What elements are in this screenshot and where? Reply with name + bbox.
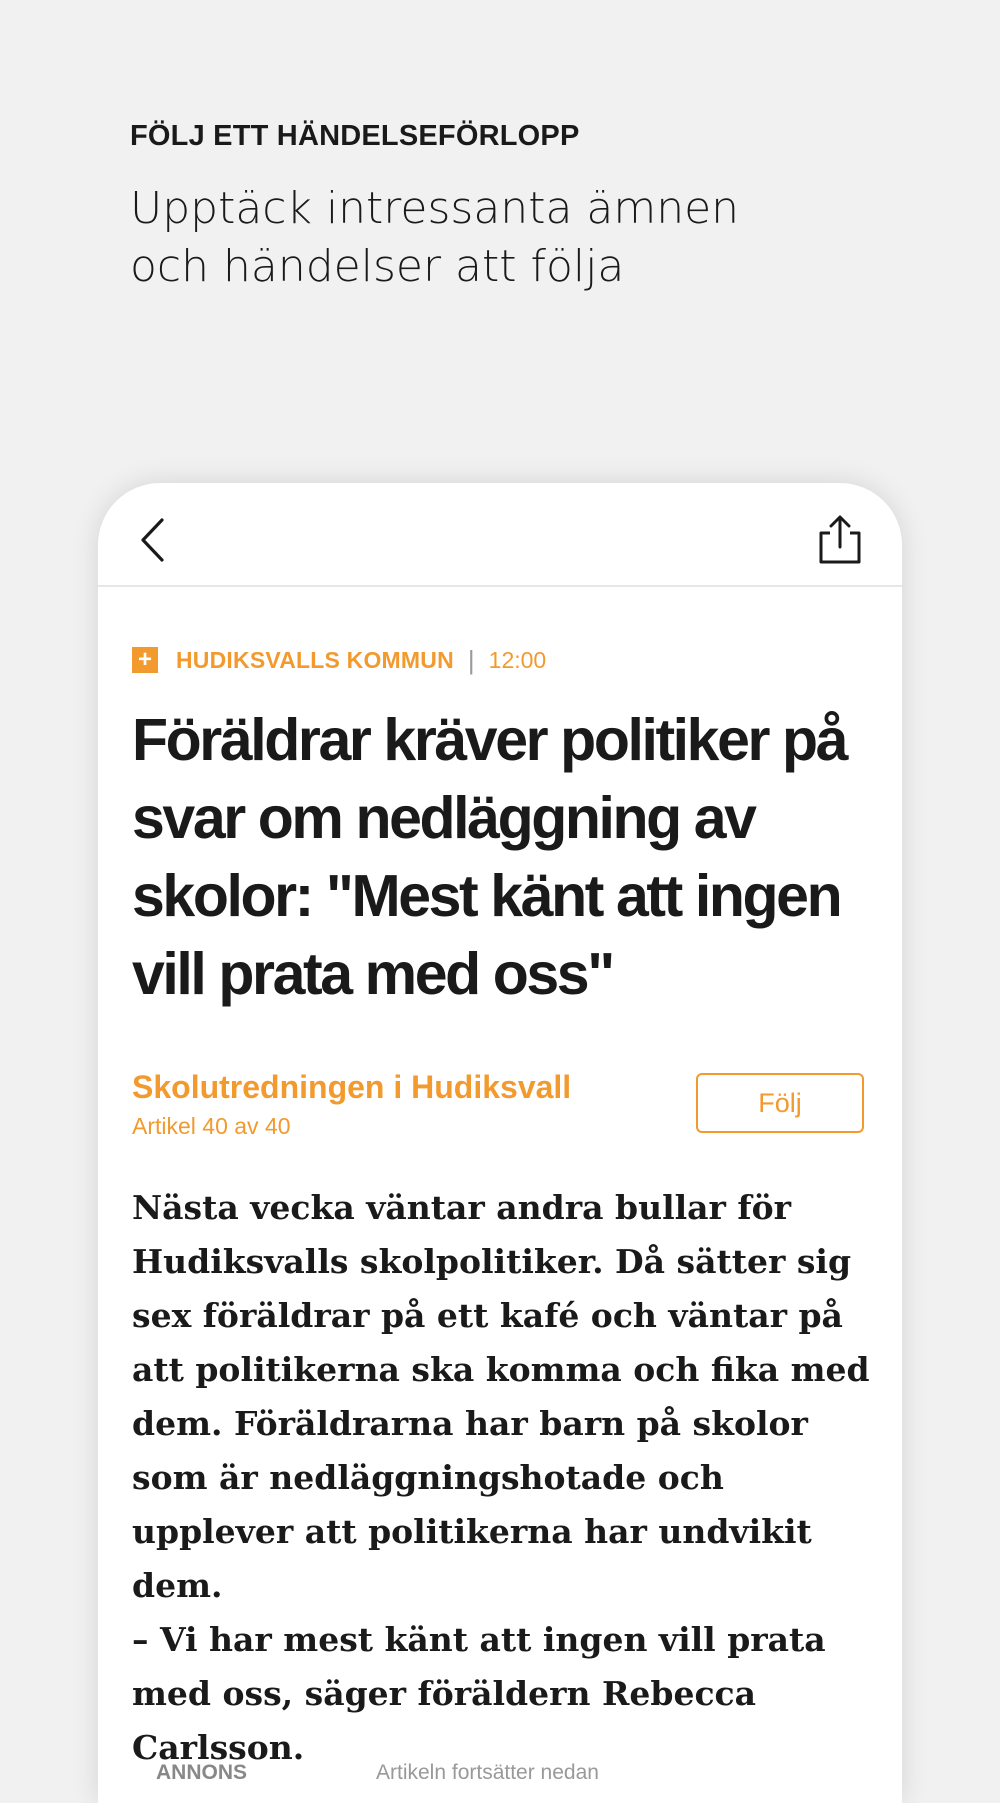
ad-continues-text: Artikeln fortsätter nedan <box>376 1761 599 1784</box>
lead-paragraph: Nästa vecka väntar andra bullar för Hudiksvalls skolpolitiker. Då sätter sig sex föräldrar på ett kafé och väntar på att politikerna ska komma och fika med dem. Föräldrarna har barn på skolor som är nedläggningshotade och upplever att politikerna har undvikit dem. <box>132 1188 870 1605</box>
chevron-left-icon[interactable] <box>138 517 168 563</box>
topic-title[interactable]: Skolutredningen i Hudiksvall <box>132 1069 572 1105</box>
ad-label: ANNONS <box>156 1761 248 1784</box>
article-meta <box>132 643 546 677</box>
share-icon[interactable] <box>818 515 862 565</box>
topic-article-count: Artikel 40 av 40 <box>132 1113 291 1139</box>
article-lead <box>132 1181 882 1775</box>
article-headline: Föräldrar kräver politiker på svar om nedläggning av skolor: "Mest känt att ingen vill prata med oss" <box>132 707 847 1007</box>
publish-time: 12:00 <box>488 646 547 673</box>
quote-paragraph: – Vi har mest känt att ingen vill prata med oss, säger föräldern Rebecca Carlsson. <box>132 1620 826 1767</box>
plus-icon: + <box>132 647 158 673</box>
follow-button[interactable]: Följ <box>696 1073 864 1133</box>
phone-mockup <box>98 483 902 1803</box>
section-label[interactable]: HUDIKSVALLS KOMMUN <box>176 646 454 673</box>
article-top-bar <box>98 483 902 587</box>
meta-separator: | <box>467 644 475 675</box>
promo-kicker: FÖLJ ETT HÄNDELSEFÖRLOPP <box>130 120 580 152</box>
promo-heading: Upptäck intressanta ämnen och händelser att följa <box>130 183 740 292</box>
